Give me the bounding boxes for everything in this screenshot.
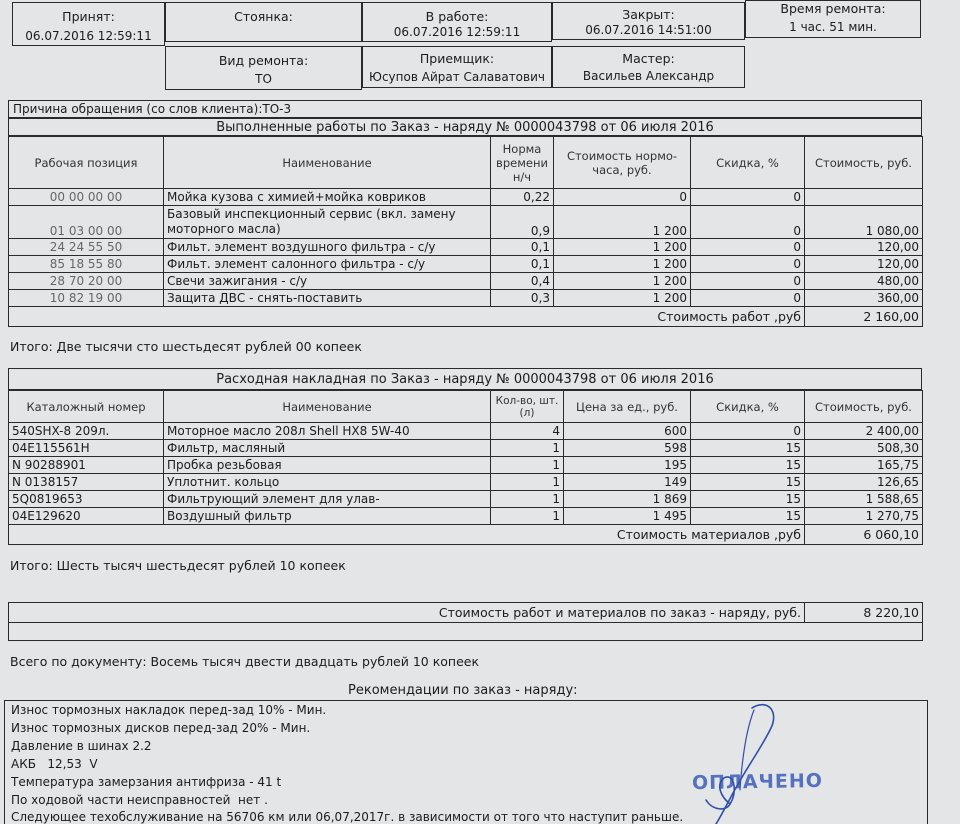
cell: 15 [691, 474, 805, 491]
materials-col-price: Цена за ед., руб. [564, 391, 691, 423]
cell: 1 200 [554, 206, 691, 239]
cell: Базовый инспекционный сервис (вкл. замену моторного масла) [164, 206, 491, 239]
works-total-label: Стоимость работ ,руб [9, 307, 805, 327]
repair-type-value: ТО [255, 72, 272, 86]
rec-line: Температура замерзания антифриза - 41 t [11, 775, 282, 789]
cell: 1 [491, 440, 564, 457]
cell: 04E129620 [9, 508, 164, 525]
cell: 1 [491, 491, 564, 508]
cell: 195 [564, 457, 691, 474]
rec-line: По ходовой части неисправностей нет . [11, 793, 268, 807]
materials-total-row [9, 525, 923, 545]
table-row [9, 206, 923, 239]
reason-box [8, 100, 922, 118]
grand-total-row [9, 603, 923, 623]
parking-label: Стоянка: [234, 9, 293, 24]
cell: Уплотнит. кольцо [164, 474, 491, 491]
repair-time-value: 1 час. 51 мин. [789, 20, 877, 34]
cell: N 90288901 [9, 457, 164, 474]
inwork-value: 06.07.2016 12:59:11 [393, 25, 521, 39]
repair-type-box [165, 46, 362, 90]
accepted-box [12, 2, 165, 46]
rec-line: Износ тормозных накладок перед-зад 10% - Мин. [11, 703, 327, 717]
cell: 1 200 [554, 273, 691, 290]
table-row [9, 474, 923, 491]
cell: Фильтр, масляный [164, 440, 491, 457]
cell: Моторное масло 208л Shell HX8 5W-40 [164, 423, 491, 440]
cell: 1 495 [564, 508, 691, 525]
materials-col-discount: Скидка, % [691, 391, 805, 423]
grand-total-label: Стоимость работ и материалов по заказ - наряду, руб. [9, 603, 805, 623]
table-row [9, 290, 923, 307]
materials-total-label: Стоимость материалов ,руб [9, 525, 805, 545]
cell: 0 [691, 256, 805, 273]
cell: Фильтрующий элемент для улав- [164, 491, 491, 508]
cell: 10 82 19 00 [9, 290, 164, 307]
grand-empty-row [9, 623, 923, 641]
repair-time-label: Время ремонта: [780, 1, 886, 16]
cell: Фильт. элемент салонного фильтра - с/у [164, 256, 491, 273]
works-total-value: 2 160,00 [805, 307, 923, 327]
table-row [9, 239, 923, 256]
cell: 480,00 [805, 273, 923, 290]
doc-words: Всего по документу: Восемь тысяч двести двадцать рублей 10 копеек [10, 654, 480, 669]
cell: 0 [691, 423, 805, 440]
cell: 01 03 00 00 [9, 206, 164, 239]
cell: 360,00 [805, 290, 923, 307]
materials-title-box [8, 368, 922, 390]
closed-value: 06.07.2016 14:51:00 [585, 23, 712, 37]
cell: 0,22 [491, 189, 554, 206]
repair-type-label: Вид ремонта: [218, 53, 309, 68]
cell: Защита ДВС - снять-поставить [164, 290, 491, 307]
materials-col-cost: Стоимость, руб. [805, 391, 923, 423]
cell: 1 [491, 457, 564, 474]
cell: 0,3 [491, 290, 554, 307]
cell [805, 189, 923, 206]
works-header-row [9, 137, 923, 189]
cell: 149 [564, 474, 691, 491]
materials-col-name: Наименование [164, 391, 491, 423]
cell: 126,65 [805, 474, 923, 491]
cell: 15 [691, 457, 805, 474]
recommendations-title: Рекомендации по заказ - наряду: [348, 683, 578, 698]
cell: 1 080,00 [805, 206, 923, 239]
works-col-name: Наименование [164, 137, 491, 189]
receiver-box [362, 46, 552, 88]
materials-total-value: 6 060,10 [805, 525, 923, 545]
cell: 5Q0819653 [9, 491, 164, 508]
materials-words: Итого: Шесть тысяч шестьдесят рублей 10 копеек [10, 558, 346, 573]
cell: 1 200 [554, 290, 691, 307]
receiver-label: Приемщик: [419, 51, 495, 66]
cell: 120,00 [805, 239, 923, 256]
cell: 0,1 [491, 256, 554, 273]
works-table [8, 136, 923, 327]
cell: 85 18 55 80 [9, 256, 164, 273]
works-title: Выполненные работы по Заказ - наряду № 0000043798 от 06 июля 2016 [216, 120, 714, 135]
cell: 120,00 [805, 256, 923, 273]
cell: 1 [491, 474, 564, 491]
rec-line: Следующее техобслуживание на 56706 км или 06,07,2017г. в зависимости от того что наступит раньше. [11, 810, 684, 824]
cell: 15 [691, 491, 805, 508]
materials-table [8, 390, 923, 545]
cell: 1 588,65 [805, 491, 923, 508]
table-row [9, 457, 923, 474]
table-row [9, 256, 923, 273]
master-label: Мастер: [622, 51, 675, 66]
cell: 0 [554, 189, 691, 206]
inwork-label: В работе: [425, 9, 489, 24]
works-total-row [9, 307, 923, 327]
parking-box [165, 2, 362, 42]
cell: Фильт. элемент воздушного фильтра - с/у [164, 239, 491, 256]
works-col-rate: Стоимость нормо-часа, руб. [554, 137, 691, 189]
cell: 165,75 [805, 457, 923, 474]
receiver-value: Юсупов Айрат Салаватович [369, 70, 545, 84]
cell: 0,4 [491, 273, 554, 290]
master-value: Васильев Александр [582, 69, 715, 83]
cell: 1 [491, 508, 564, 525]
closed-label: Закрыт: [622, 7, 675, 22]
cell: 2 400,00 [805, 423, 923, 440]
table-row [9, 440, 923, 457]
materials-col-catalog: Каталожный номер [9, 391, 164, 423]
signature-icon [690, 700, 800, 824]
works-col-cost: Стоимость, руб. [805, 137, 923, 189]
cell: 0 [691, 206, 805, 239]
table-row [9, 189, 923, 206]
master-box [552, 46, 745, 88]
cell: 508,30 [805, 440, 923, 457]
cell: 4 [491, 423, 564, 440]
cell: 0 [691, 290, 805, 307]
paid-stamp: ОПЛАЧЕНО [691, 769, 824, 795]
cell: 28 70 20 00 [9, 273, 164, 290]
cell: N 0138157 [9, 474, 164, 491]
works-title-box [8, 118, 922, 136]
works-col-norm: Норма времени н/ч [491, 137, 554, 189]
cell: Свечи зажигания - с/у [164, 273, 491, 290]
closed-box [552, 2, 745, 40]
cell: 598 [564, 440, 691, 457]
cell: 600 [564, 423, 691, 440]
table-row [9, 508, 923, 525]
accepted-label: Принят: [62, 9, 115, 24]
cell: Воздушный фильтр [164, 508, 491, 525]
grand-total-value: 8 220,10 [805, 603, 923, 623]
rec-line: Износ тормозных дисков перед-зад 20% - Мин. [11, 721, 311, 735]
rec-line: Давление в шинах 2.2 [11, 739, 152, 753]
cell: 15 [691, 440, 805, 457]
materials-col-qty: Кол-во, шт. (л) [491, 391, 564, 423]
cell: 1 869 [564, 491, 691, 508]
repair-time-box [745, 0, 921, 38]
cell: 540SHX-8 209л. [9, 423, 164, 440]
cell: 1 270,75 [805, 508, 923, 525]
cell: 04E115561H [9, 440, 164, 457]
table-row [9, 423, 923, 440]
inwork-box [362, 2, 552, 42]
cell: 1 200 [554, 239, 691, 256]
cell: 15 [691, 508, 805, 525]
table-row [9, 273, 923, 290]
reason-text: Причина обращения (со слов клиента):ТО-3 [13, 102, 292, 116]
works-col-position: Рабочая позиция [9, 137, 164, 189]
works-col-discount: Скидка, % [691, 137, 805, 189]
grand-total-table [8, 602, 923, 641]
cell: 00 00 00 00 [9, 189, 164, 206]
materials-header-row [9, 391, 923, 423]
materials-title: Расходная накладная по Заказ - наряду № 0000043798 от 06 июля 2016 [216, 372, 714, 387]
cell: Пробка резьбовая [164, 457, 491, 474]
works-words: Итого: Две тысячи сто шестьдесят рублей 00 копеек [10, 339, 362, 354]
accepted-value: 06.07.2016 12:59:11 [25, 29, 152, 43]
cell: 0,1 [491, 239, 554, 256]
cell: 0 [691, 273, 805, 290]
cell: 0 [691, 239, 805, 256]
cell: 1 200 [554, 256, 691, 273]
cell: 0 [691, 189, 805, 206]
cell: Мойка кузова с химией+мойка ковриков [164, 189, 491, 206]
rec-line: АКБ 12,53 V [11, 757, 98, 771]
cell: 24 24 55 50 [9, 239, 164, 256]
cell: 0,9 [491, 206, 554, 239]
table-row [9, 491, 923, 508]
